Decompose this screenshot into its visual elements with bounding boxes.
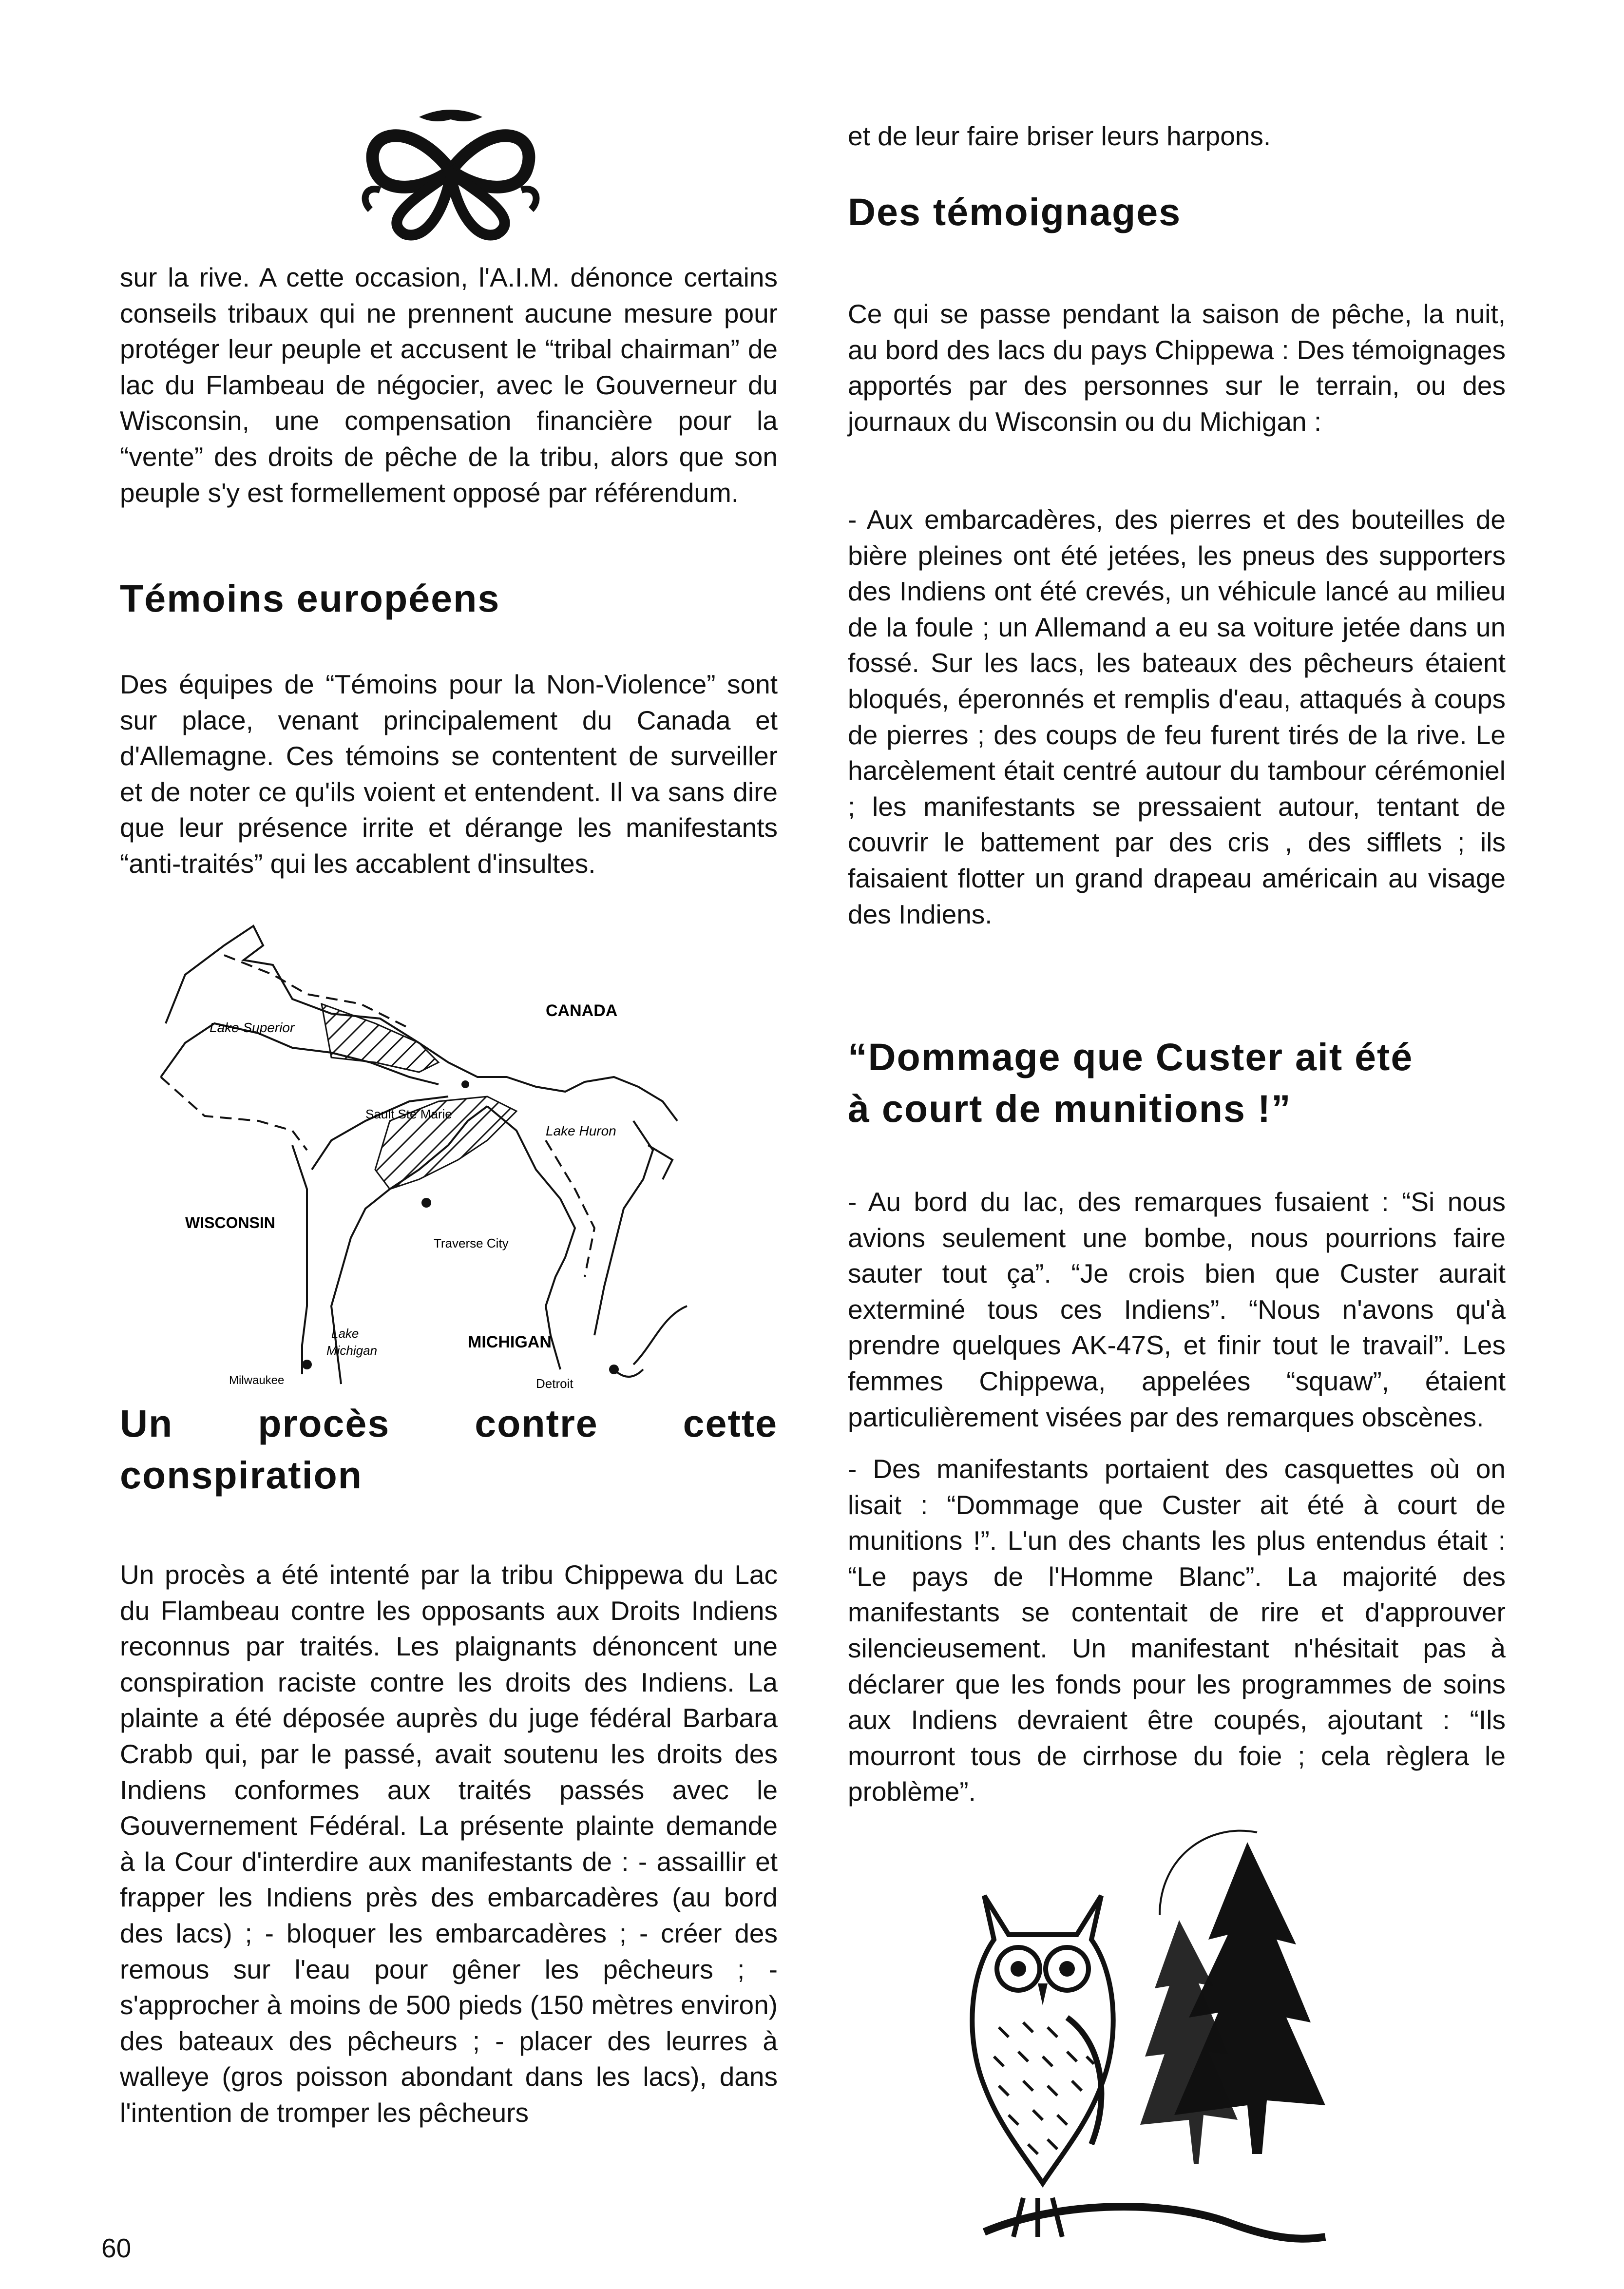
map-label-traverse-city: Traverse City <box>434 1236 509 1250</box>
map-dot-milwaukee <box>302 1360 312 1369</box>
owl-icon <box>972 1896 1113 2183</box>
map-dot-traverse-city <box>421 1198 431 1208</box>
great-lakes-map <box>146 916 755 1399</box>
map-label-canada: CANADA <box>546 1001 618 1020</box>
right-paragraph-embarcaderes: - Aux embarcadères, des pierres et des bouteilles de bière pleines ont été jetées, les pneus des supporters des Indiens ont été crevés, un véhicule lancé au milieu de la foule ; un Allemand a eu sa voiture jetée dans un fossé. Sur les lacs, les bateaux des pêcheurs étaient bloqués, éperonnés et remplis d'eau, attaqués à coups de pierres ; des coups de feu furent tirés de la rive. Le harcèlement était centré autour du tambour cérémoniel ; les manifestants se pressaient autour, tentant de couvrir le battement par des cris , des sifflets ; ils faisaient flotter un grand drapeau américain au visage des Indiens. <box>848 504 1506 929</box>
left-paragraph-aim: sur la rive. A cette occasion, l'A.I.M. dénonce certains conseils tribaux qui ne prennent aucune mesure pour protéger leur peuple et accusent le “tribal chairman” de lac du Flambeau de négocier, avec le Gouverneur du Wisconsin, une compensation financière pour la “vente” des droits de pêche de la tribu, alors que son peuple s'y est formellement opposé par référendum. <box>120 262 778 508</box>
map-wisconsin-border <box>161 1077 307 1150</box>
map-label-lake-michigan-1: Lake <box>331 1326 359 1341</box>
right-paragraph-temoignages: Ce qui se passe pendant la saison de pêche, la nuit, au bord des lacs du pays Chippewa : Des témoignages apportés par des personnes sur le terrain, ou des journaux du Wisconsin ou du Michigan : <box>848 299 1506 437</box>
map-label-wisconsin: WISCONSIN <box>185 1214 275 1231</box>
map-canada-us-border <box>224 955 409 1028</box>
map-lake-michigan-west-shore <box>292 1145 307 1374</box>
owl-illustration <box>955 1813 1345 2261</box>
map-label-michigan: MICHIGAN <box>468 1333 552 1351</box>
heading-des-temoignages: Des témoignages <box>848 190 1182 233</box>
heading-proces-line1: Un procès contre cette <box>120 1402 778 1445</box>
right-paragraph-remarques: - Au bord du lac, des remarques fusaient : “Si nous avions seulement une bombe, nous pourrions faire sauter tout ça”. “Je crois bien que Custer aurait exterminé tous ces Indiens”. “Nous n'avons qu'à prendre quelques AK-47S, et finir tout le travail”. Les femmes Chippewa, appelées “squaw”, étaient particulièrement visées par des remarques obscènes. <box>848 1187 1506 1432</box>
heading-custer-line1: “Dommage que Custer ait été <box>848 1035 1414 1078</box>
map-label-milwaukee: Milwaukee <box>229 1374 285 1387</box>
left-paragraph-proces: Un procès a été intenté par la tribu Chippewa du Lac du Flambeau contre les opposants aux Droits Indiens reconnus par traités. Les plaignants dénoncent une conspiration raciste contre les droits des Indiens. La plainte a été déposée auprès du juge fédéral Barbara Crabb qui, par le passé, avait soutenu les droits des Indiens conformes aux traités passés avec le Gouvernement Fédéral. La présente plainte demande à la Cour d'interdire aux manifestants de : - assaillir et frapper les Indiens près des embarcadères (au bord des lacs) ; - bloquer les embarcadères ; - créer des remous sur l'eau pour gêner les pêcheurs ; - s'approcher à moins de 500 pieds (150 mètres environ) des bateaux des pêcheurs ; - placer des leurres à walleye (gros poisson abondant dans les lacs), dans l'intention de tromper les pêcheurs <box>120 1559 778 2128</box>
page-number: 60 <box>101 2233 132 2263</box>
map-label-detroit: Detroit <box>536 1376 573 1391</box>
butterfly-ornament-icon <box>341 97 560 244</box>
right-paragraph-casquettes: - Des manifestants portaient des casquettes où on lisait : “Dommage que Custer ait été à court de munitions !”. L'un des chants les plus entendus était : “Le pays de l'Homme Blanc”. La majorité des manifestants se contentait de rire et d'approuver silencieusement. Un manifestant n'hésitait pas à déclarer que les fonds pour les programmes de soins aux Indiens devraient être coupés, ajoutant : “Ils mourront tous de cirrhose du foie ; cela règlera le problème”. <box>848 1454 1506 1807</box>
heading-temoins-europeens: Témoins européens <box>120 577 500 620</box>
heading-proces-line2: conspiration <box>120 1453 363 1497</box>
map-label-lake-michigan-2: Michigan <box>326 1343 378 1358</box>
heading-custer-line2: à court de munitions !” <box>848 1087 1292 1130</box>
map-dot-detroit <box>609 1365 619 1374</box>
map-dot-sault-ste-marie <box>461 1080 469 1088</box>
map-label-lake-huron: Lake Huron <box>546 1123 616 1138</box>
left-paragraph-temoins: Des équipes de “Témoins pour la Non-Violence” sont sur place, venant principalement du Canada et d'Allemagne. Ces témoins se contentent de surveiller et de noter ce qu'ils voient et entendent. Il va sans dire que leur présence irrite et dérange les manifestants “anti-traités” qui les accablent d'insultes. <box>120 669 778 879</box>
map-label-lake-superior: Lake Superior <box>210 1020 295 1035</box>
map-label-sault-ste-marie: Sault Ste Marie <box>365 1107 452 1121</box>
right-paragraph-harpons: et de leur faire briser leurs harpons. <box>848 121 1271 151</box>
map-georgian-bay <box>594 1121 653 1335</box>
